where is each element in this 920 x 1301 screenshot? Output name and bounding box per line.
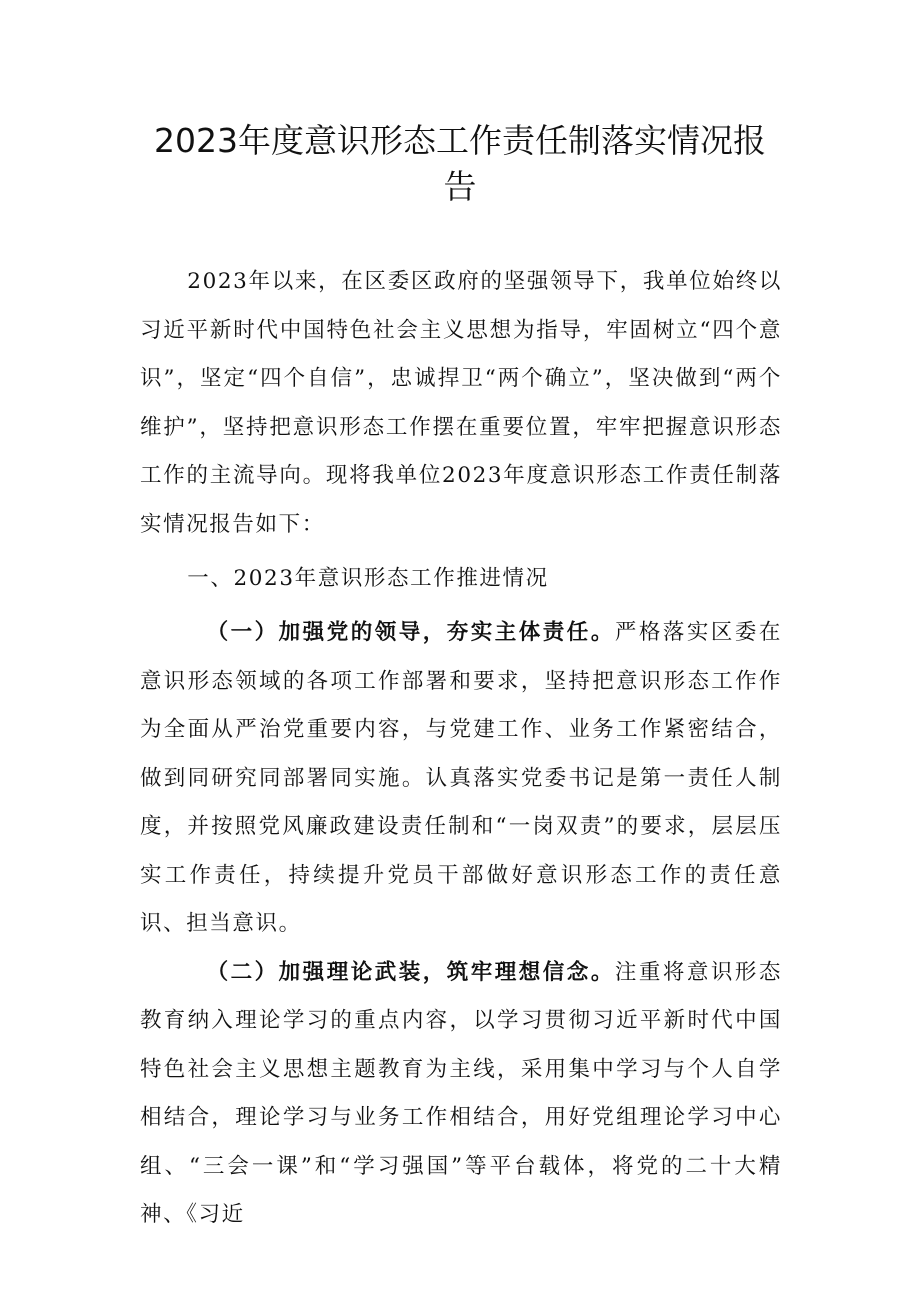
document-body xyxy=(140,258,782,1240)
section-heading: 一、2023年意识形态工作推进情况 xyxy=(187,566,549,591)
item-2-heading: （二）加强理论武装，筑牢理想信念。 xyxy=(206,959,615,985)
document-title xyxy=(140,118,780,210)
item-1-heading: （一）加强党的领导，夯实主体责任。 xyxy=(206,620,615,645)
item-2-paragraph xyxy=(140,949,782,1240)
item-1-body: 严格落实区委在意识形态领域的各项工作部署和要求，坚持把意识形态工作作为全面从严治党重要内容，与党建工作、业务工作紧密结合，做到同研究同部署同实施。认真落实党委书记是第一责任人制度，并按照党风廉政建设责任制和“一岗双责”的要求，层层压实工作责任，持续提升党员干部做好意识形态工作的责任意识、担当意识。 xyxy=(140,620,783,936)
title-line-2: 告 xyxy=(443,167,477,206)
title-line-1: 2023年度意识形态工作责任制落实情况报 xyxy=(154,121,766,160)
item-1-paragraph xyxy=(140,609,782,949)
intro-paragraph: 2023年以来，在区委区政府的坚强领导下，我单位始终以习近平新时代中国特色社会主义思想为指导，牢固树立“四个意识”，坚定“四个自信”，忠诚捍卫“两个确立”，坚决做到“两个维护”，坚持把意识形态工作摆在重要位置，牢牢把握意识形态工作的主流导向。现将我单位2023年度意识形态工作责任制落实情况报告如下： xyxy=(140,269,782,537)
item-2-body: 注重将意识形态教育纳入理论学习的重点内容，以学习贯彻习近平新时代中国特色社会主义思想主题教育为主线，采用集中学习与个人自学相结合，理论学习与业务工作相结合，用好党组理论学习中心组、“三会一课”和“学习强国”等平台载体，将党的二十大精神、《习近 xyxy=(140,959,783,1227)
